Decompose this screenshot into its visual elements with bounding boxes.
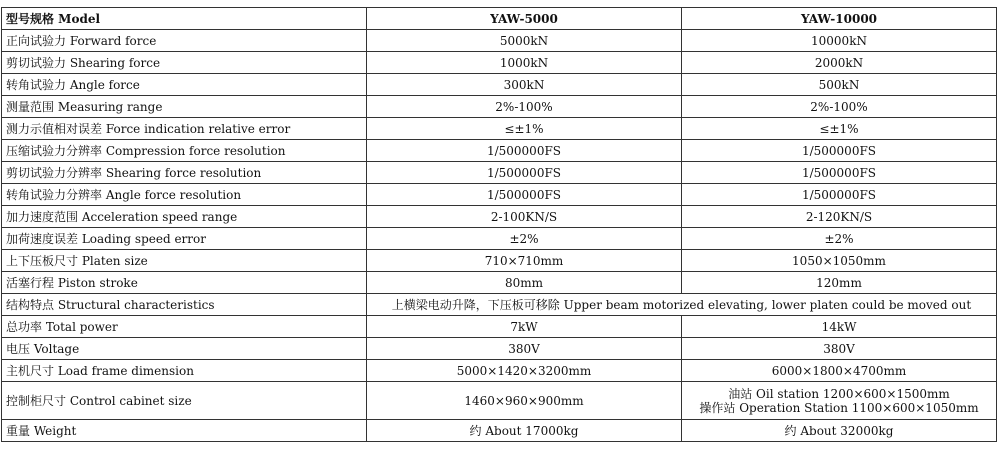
row-label: 加荷速度误差 Loading speed error — [2, 228, 367, 250]
row-value-model-2: 2%-100% — [682, 96, 997, 118]
row-value-model-2: 2000kN — [682, 52, 997, 74]
row-value-model-2: 1/500000FS — [682, 140, 997, 162]
row-value-model-1: 80mm — [367, 272, 682, 294]
row-value-model-1: 7kW — [367, 316, 682, 338]
table-header-row — [2, 8, 997, 30]
table-row — [2, 184, 997, 206]
row-value-model-1: 710×710mm — [367, 250, 682, 272]
table-row — [2, 316, 997, 338]
row-value-model-2: 约 About 32000kg — [682, 420, 997, 442]
row-value-model-2: 6000×1800×4700mm — [682, 360, 997, 382]
row-value-model-1: 约 About 17000kg — [367, 420, 682, 442]
table-row — [2, 162, 997, 184]
row-value-model-2: 14kW — [682, 316, 997, 338]
row-value-model-2: 10000kN — [682, 30, 997, 52]
row-value-model-2: 2-120KN/S — [682, 206, 997, 228]
row-value-model-2: 380V — [682, 338, 997, 360]
table-row — [2, 52, 997, 74]
row-value-model-1: 5000kN — [367, 30, 682, 52]
row-value-model-2: ±2% — [682, 228, 997, 250]
table-row — [2, 140, 997, 162]
row-label: 剪切试验力分辨率 Shearing force resolution — [2, 162, 367, 184]
row-value-model-1: 1000kN — [367, 52, 682, 74]
row-value-model-2 — [682, 382, 997, 420]
row-label: 转角试验力 Angle force — [2, 74, 367, 96]
table-row — [2, 74, 997, 96]
row-value-model-1: ±2% — [367, 228, 682, 250]
table-row — [2, 272, 997, 294]
header-model-2: YAW-10000 — [682, 8, 997, 30]
table-row — [2, 250, 997, 272]
row-label: 剪切试验力 Shearing force — [2, 52, 367, 74]
table-row — [2, 96, 997, 118]
row-value-model-2: 1/500000FS — [682, 184, 997, 206]
row-value-model-1: 300kN — [367, 74, 682, 96]
spec-table — [1, 7, 997, 442]
row-label: 活塞行程 Piston stroke — [2, 272, 367, 294]
row-value-model-1: ≤±1% — [367, 118, 682, 140]
row-value-model-2: 1050×1050mm — [682, 250, 997, 272]
table-row-control-cabinet — [2, 382, 997, 420]
table-row — [2, 360, 997, 382]
row-label: 主机尺寸 Load frame dimension — [2, 360, 367, 382]
oil-station-line: 油站 Oil station 1200×600×1500mm — [728, 386, 950, 401]
row-value-model-1: 5000×1420×3200mm — [367, 360, 682, 382]
header-label: 型号规格 Model — [2, 8, 367, 30]
row-value-model-1: 1/500000FS — [367, 184, 682, 206]
row-label: 结构特点 Structural characteristics — [2, 294, 367, 316]
row-label: 总功率 Total power — [2, 316, 367, 338]
row-label: 测力示值相对误差 Force indication relative error — [2, 118, 367, 140]
header-model-1: YAW-5000 — [367, 8, 682, 30]
row-label: 电压 Voltage — [2, 338, 367, 360]
row-label: 正向试验力 Forward force — [2, 30, 367, 52]
row-label: 重量 Weight — [2, 420, 367, 442]
row-value-model-1: 1/500000FS — [367, 140, 682, 162]
row-value-model-2: 1/500000FS — [682, 162, 997, 184]
row-value-model-1: 380V — [367, 338, 682, 360]
table-row — [2, 420, 997, 442]
row-value-model-2: 120mm — [682, 272, 997, 294]
table-row — [2, 30, 997, 52]
row-value-model-2: ≤±1% — [682, 118, 997, 140]
table-row — [2, 338, 997, 360]
row-label: 上下压板尺寸 Platen size — [2, 250, 367, 272]
row-label: 加力速度范围 Acceleration speed range — [2, 206, 367, 228]
row-value-model-1: 2%-100% — [367, 96, 682, 118]
row-label: 控制柜尺寸 Control cabinet size — [2, 382, 367, 420]
operation-station-line: 操作站 Operation Station 1100×600×1050mm — [699, 400, 979, 415]
row-value-model-1: 2-100KN/S — [367, 206, 682, 228]
row-value-model-2: 500kN — [682, 74, 997, 96]
structural-value: 上横梁电动升降，下压板可移除 Upper beam motorized elevating, lower platen could be moved out — [367, 294, 997, 316]
row-value-model-1: 1460×960×900mm — [367, 382, 682, 420]
row-label: 测量范围 Measuring range — [2, 96, 367, 118]
table-row — [2, 228, 997, 250]
row-label: 压缩试验力分辨率 Compression force resolution — [2, 140, 367, 162]
row-label: 转角试验力分辨率 Angle force resolution — [2, 184, 367, 206]
table-row — [2, 206, 997, 228]
table-row-structural — [2, 294, 997, 316]
row-value-model-1: 1/500000FS — [367, 162, 682, 184]
table-row — [2, 118, 997, 140]
